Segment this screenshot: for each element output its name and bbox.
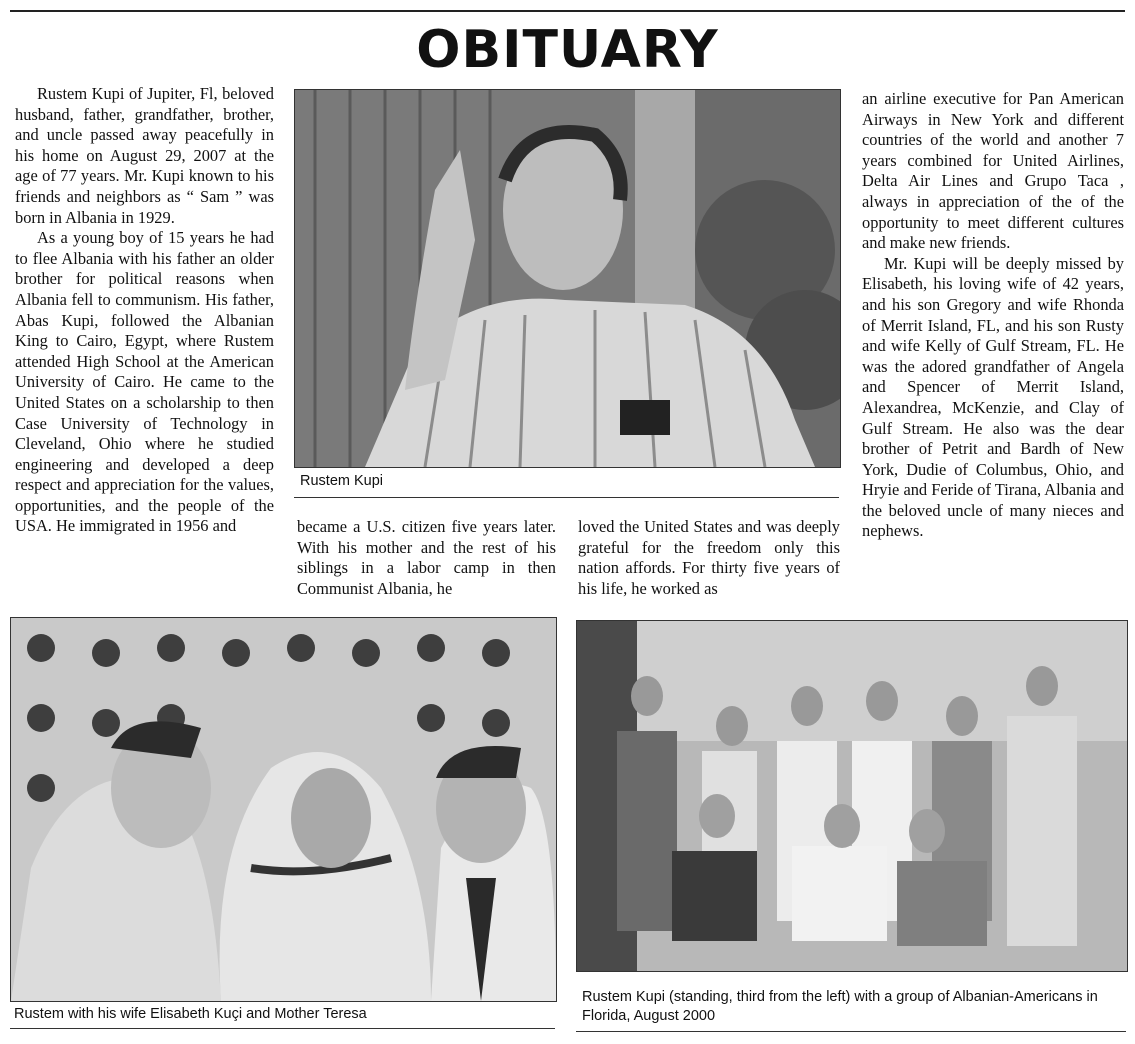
paragraph: loved the United States and was deeply grateful for the freedom only this nation affords. For thirty five years of his life, he worked as — [578, 517, 840, 598]
caption-rule — [294, 497, 839, 498]
top-rule — [10, 10, 1125, 12]
paragraph: As a young boy of 15 years he had to flee Albania with his father an older brother for political reasons when Albania fell to communism. His father, Abas Kupi, followed the Albanian King to Cairo, Egypt, where Rustem attended High School at the American University of Cairo. He came to the United States on a scholarship to then Case University of Technology in Cleveland, Ohio where he studied engineering and developed a deep respect and appreciation for the values, opportunities, and the people of the USA. He immigrated in 1956 and — [15, 228, 274, 536]
portrait-photo — [294, 89, 841, 468]
group-caption: Rustem Kupi (standing, third from the left) with a group of Albanian-Americans in Florida, August 2000 — [582, 989, 1098, 1024]
group-photo — [576, 620, 1128, 972]
caption-rule — [10, 1028, 555, 1029]
paragraph: Mr. Kupi will be deeply missed by Elisabeth, his loving wife of 42 years, and his son Gregory and wife Rhonda of Merrit Island, FL, and his son Rusty and wife Kelly of Gulf Stream, FL. He was the adored grandfather of Angela and Spencer of Merrit Island, Alexandrea, McKenzie, and Clay of Gulf Stream. He also was the dear brother of Petrit and Bardh of New York, Dudie of Columbus, Ohio, and Hryie and Feride of Tirana, Albania and the beloved uncle of many nieces and nephews. — [862, 253, 1124, 541]
portrait-caption: Rustem Kupi — [300, 473, 384, 489]
paragraph: an airline executive for Pan American Airways in New York and different countries of the world and another 7 years combined for United Airlines, Delta Air Lines and Grupo Taca , always in appreciation of the of the opportunity to meet different cultures and make new friends. — [862, 89, 1124, 253]
caption-rule — [576, 1031, 1126, 1032]
article-column-1 — [15, 84, 274, 537]
page-title: OBITUARY — [416, 20, 719, 80]
article-column-4 — [862, 89, 1124, 542]
article-column-3 — [578, 517, 840, 599]
mother-teresa-photo — [10, 617, 557, 1002]
article-column-2 — [297, 517, 556, 599]
paragraph: became a U.S. citizen five years later. With his mother and the rest of his siblings in a labor camp in then Communist Albania, he — [297, 517, 556, 598]
paragraph: Rustem Kupi of Jupiter, Fl, beloved husband, father, grandfather, brother, and uncle passed away peacefully in his home on August 29, 2007 at the age of 77 years. Mr. Kupi known to his friends and neighbors as “ Sam ” was born in Albania in 1929. — [15, 84, 274, 227]
mother-teresa-caption: Rustem with his wife Elisabeth Kuçi and Mother Teresa — [14, 1006, 367, 1022]
